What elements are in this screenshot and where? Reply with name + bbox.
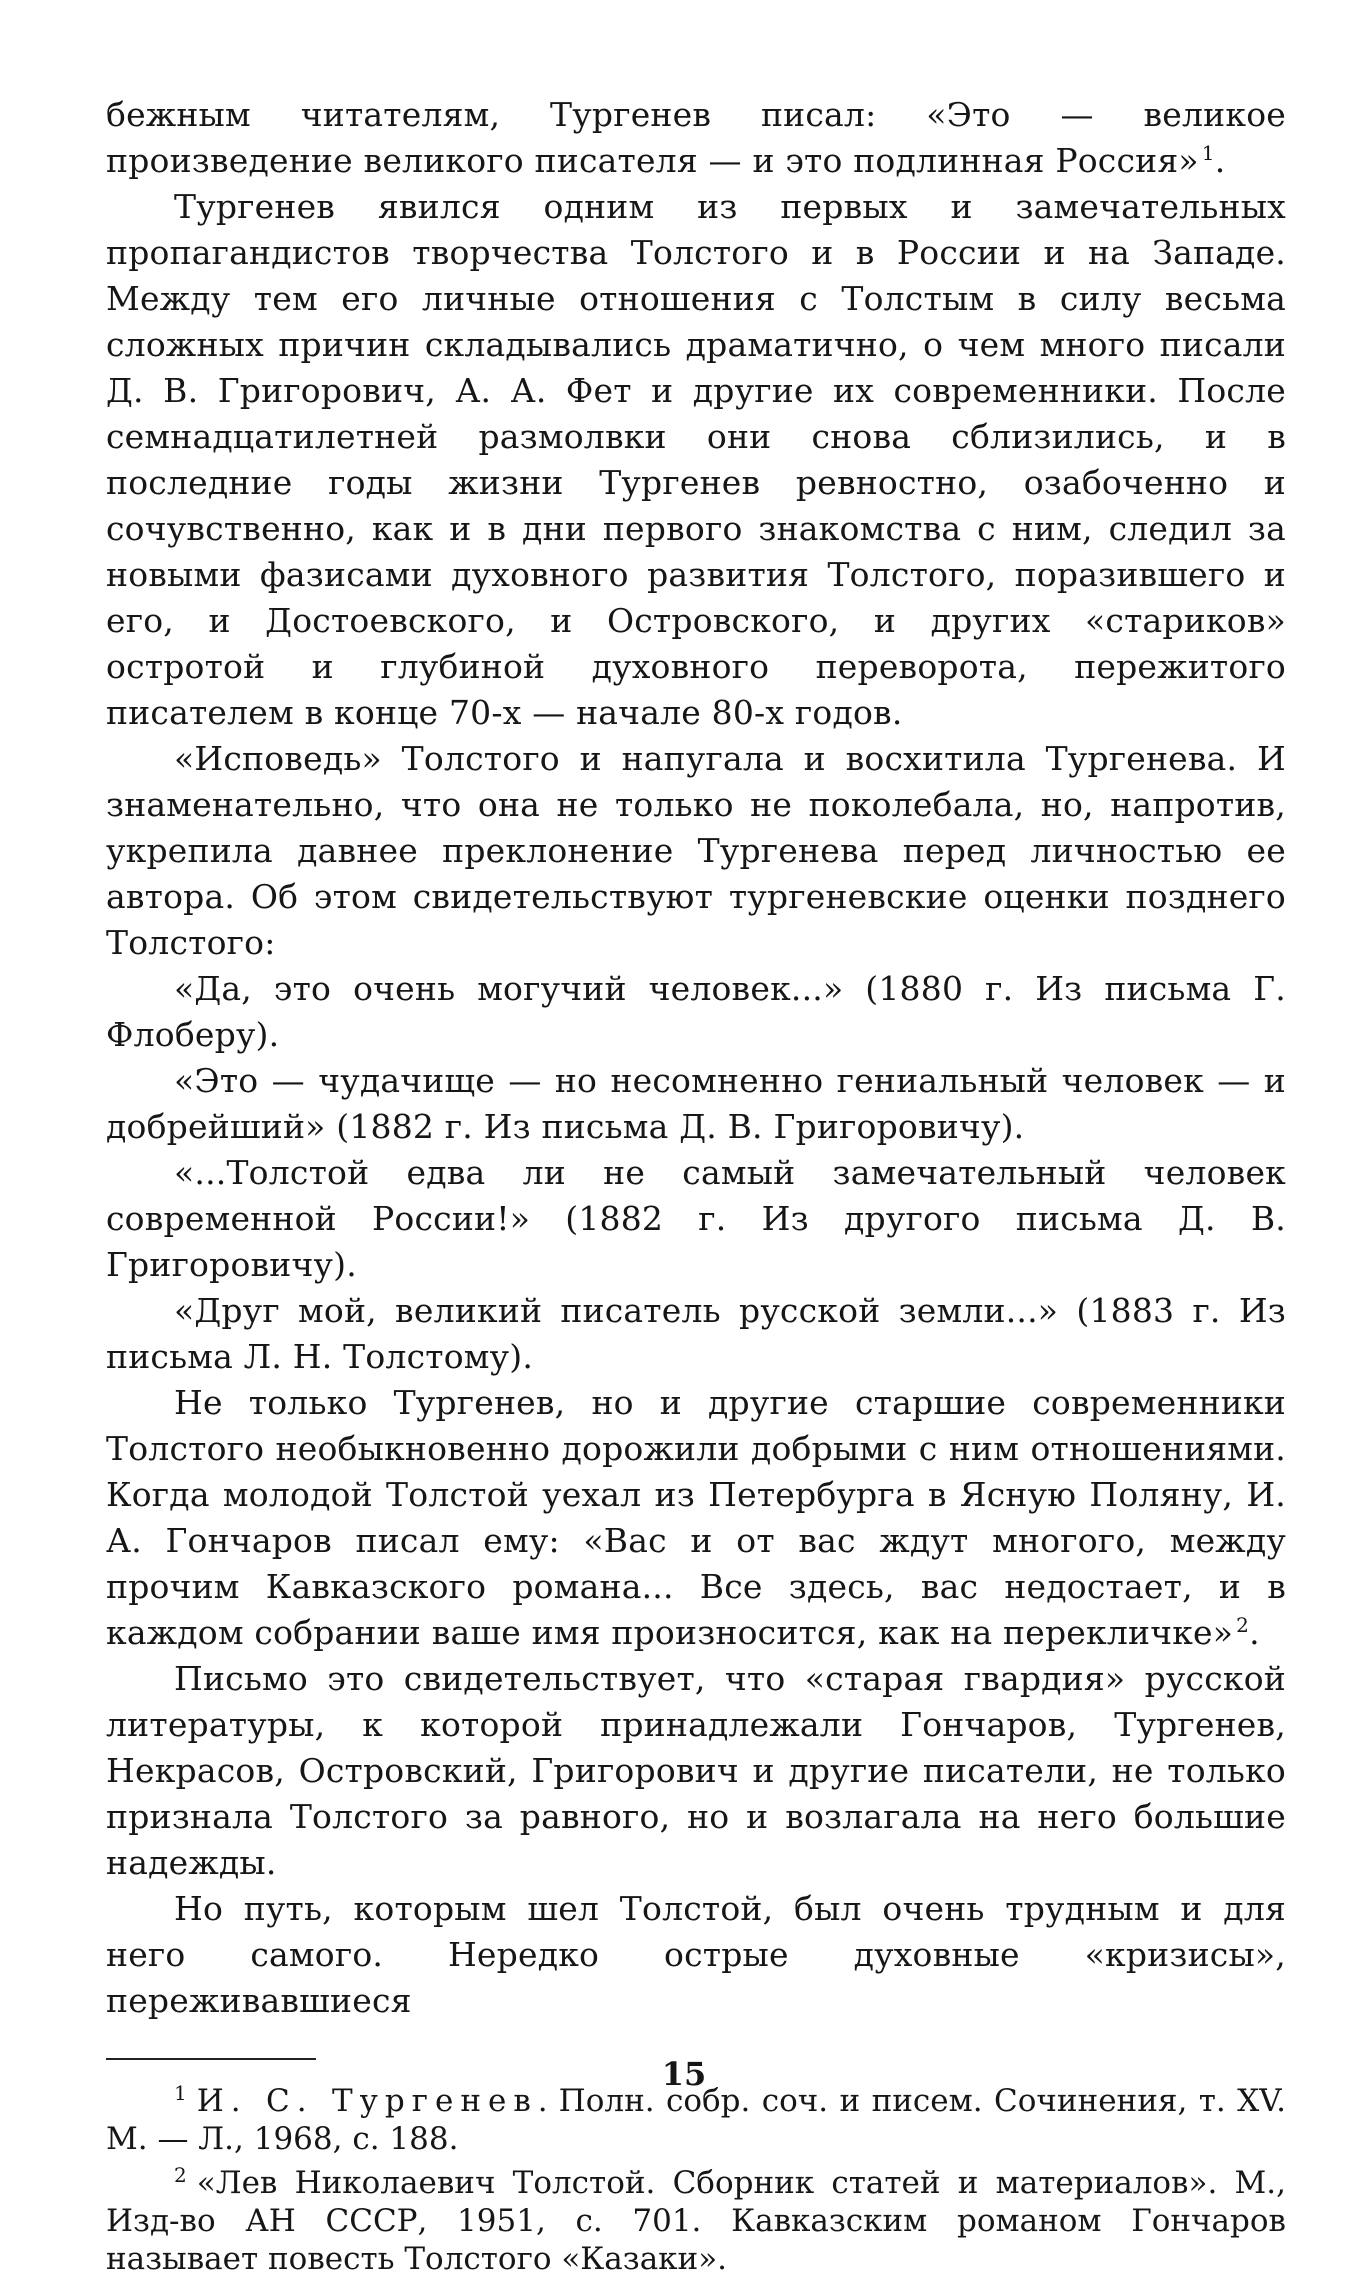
- footnote-author: И. С. Тургенев.: [196, 2083, 555, 2119]
- footnote-2: $^2$ «Лев Николаевич Толстой. Сборник статей и материалов». М., Изд-во АН СССР, 1951, с. 701. Кавказским романом Гончаров называет повесть Толстого «Казаки».: [106, 2162, 1286, 2277]
- paragraph-old-guard: Письмо это свидетельствует, что «старая гвардия» русской литературы, к которой принадлежали Гончаров, Тургенев, Некрасов, Островский, Григорович и другие писатели, не только признала Толстого за равного, но и возлагала на него большие надежды.: [106, 1659, 1286, 1882]
- main-text: [106, 92, 1286, 2024]
- paragraph-2: Тургенев явился одним из первых и замечательных пропагандистов творчества Толстого и в России и на Западе. Между тем его личные отношения с Толстым в силу весьма сложных причин складывались драматично, о чем много писали Д. В. Григорович, А. А. Фет и другие их современники. После семнадцатилетней размолвки они снова сблизились, и в последние годы жизни Тургенев ревностно, озабоченно и сочувственно, как и в дни первого знакомства с ним, следил за новыми фазисами духовного развития Толстого, поразившего и его, и Достоевского, и Островского, и других «стариков» остротой и глубиной духовного переворота, пережитого писателем в конце 70-х — начале 80-х годов.: [106, 187, 1286, 732]
- footnote-mark-1: 1: [174, 2080, 187, 2105]
- quote-flaubert: «Да, это очень могучий человек...» (1880 г. Из письма Г. Флоберу).: [106, 969, 1286, 1054]
- footnote-1: $^1$ И. С. Тургенев. Полн. собр. соч. и писем. Сочинения, т. XV. М. — Л., 1968, с. 188.: [106, 2080, 1286, 2157]
- paragraph-3: «Исповедь» Толстого и напугала и восхитила Тургенева. И знаменательно, что она не только не поколебала, но, напротив, укрепила давнее преклонение Тургенева перед личностью ее автора. Об этом свидетельствуют тургеневские оценки позднего Толстого:: [106, 739, 1286, 962]
- quote-grigorovich-1: «Это — чудачище — но несомненно гениальный человек — и добрейший» (1882 г. Из письма Д. В. Григоровичу).: [106, 1061, 1286, 1146]
- footnote-mark-2: 2: [174, 2162, 187, 2187]
- page-number: 15: [661, 2055, 707, 2093]
- footnotes: [106, 2082, 1286, 2278]
- footnote-ref-1: 1: [1201, 141, 1215, 165]
- quote-tolstoy: «Друг мой, великий писатель русской земли...» (1883 г. Из письма Л. Н. Толстому).: [106, 1291, 1286, 1376]
- book-page: [106, 92, 1286, 2278]
- paragraph-path: Но путь, которым шел Толстой, был очень трудным и для него самого. Нередко острые духовные «кризисы», переживавшиеся: [106, 1889, 1286, 2020]
- quote-grigorovich-2: «...Толстой едва ли не самый замечательный человек современной России!» (1882 г. Из другого письма Д. В. Григоровичу).: [106, 1153, 1286, 1284]
- footnote-ref-2: 2: [1236, 1613, 1250, 1637]
- paragraph-1: бежным читателям, Тургенев писал: «Это — великое произведение великого писателя — и это подлинная Россия» $^1$.: [106, 95, 1286, 180]
- paragraph-goncharov: Не только Тургенев, но и другие старшие современники Толстого необыкновенно дорожили добрыми с ним отношениями. Когда молодой Толстой уехал из Петербурга в Ясную Поляну, И. А. Гончаров писал ему: «Вас и от вас ждут многого, между прочим Кавказского романа... Все здесь, вас недостает, и в каждом собрании ваше имя произносится, как на перекличке» $^2$.: [106, 1383, 1286, 1652]
